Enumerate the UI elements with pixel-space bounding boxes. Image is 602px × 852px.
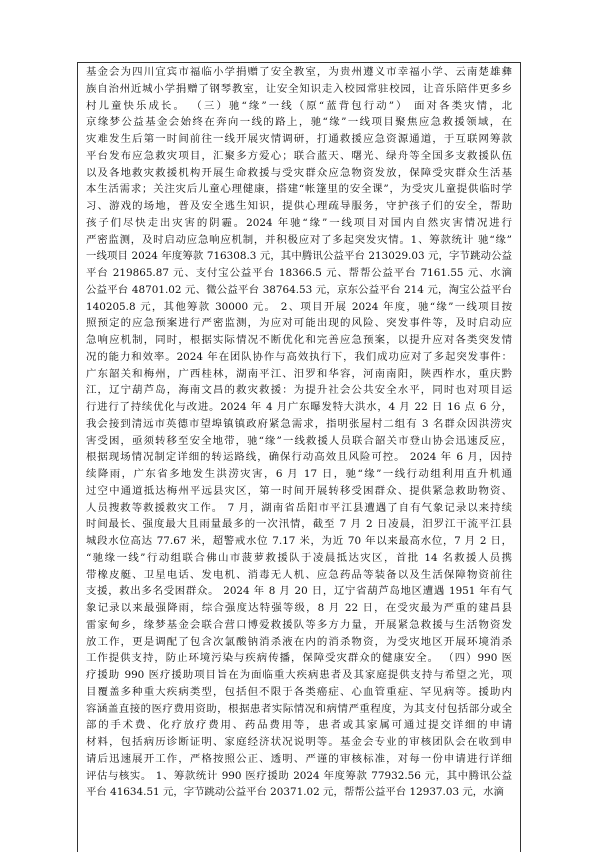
text-line: 过空中通道抵达梅州平远县灾区，第一时间开展转移受困群众、提供紧急救助物资、 [86, 484, 512, 497]
text-line: 雷家甸乡，缘梦基金会联合营口博爱救援队等多方力量，开展紧急救援与生活物资发 [86, 618, 512, 631]
text-line: 一线项目 2024 年度筹款 716308.3 元，其中腾讯公益平台 213029.03 元，字节跳动公益 [86, 250, 512, 263]
text-line: 象记录以来最强降雨，综合强度达特强等级，8 月 22 日，在受灾最为严重的建昌县 [86, 602, 512, 614]
text-line: 族自治州近城小学捐赠了钢琴教室，让安全知识走入校园常驻校园，让音乐陪伴更多乡 [86, 82, 512, 95]
text-line: 急响应机制，同时，根据实际情况不断优化和完善应急预案，以提升应对各类突发情 [86, 334, 512, 346]
text-line: 带橡皮艇、卫星电话、发电机、消毒无人机、应急药品等装备以及生活保障物资前往 [86, 568, 512, 581]
text-line: 村儿童快乐成长。 （三）驰“缘”一线（原“蓝背包行动”） 面对各类灾情，北 [86, 99, 512, 112]
text-line: 人员搜救等救援救灾工作。 7 月，湖南省岳阳市平江县遭遇了自有气象记录以来持续 [86, 501, 512, 514]
text-line: 续降雨，广东省多地发生洪涝灾害，6 月 17 日，驰“缘”一线行动组利用直升机通 [86, 468, 512, 480]
text-line: 本生活需求；关注灾后儿童心理健康，搭建“帐篷里的安全课”，为受灾儿童提供临时学 [86, 183, 512, 196]
text-line: 部的手术费、化疗放疗费用、药品费用等，患者或其家属可通过提交详细的申请 [86, 719, 512, 732]
text-line: 目覆盖多种重大疾病类型，包括但不限于各类癌症、心血管重症、罕见病等。援助内 [86, 685, 512, 698]
text-line: 害受困，亟须转移至安全地带，驰“缘”一线救援人员联合韶关市登山协会迅速反应， [86, 434, 512, 447]
text-line: 疗援助 990 医疗援助项目旨在为面临重大疾病患者及其家庭提供支持与希望之光，项 [86, 669, 512, 681]
text-line: 基金会为四川宜宾市福临小学捐赠了安全教室，为贵州遵义市幸福小学、云南楚雄彝 [86, 66, 512, 78]
text-line: 平台发布应急救灾项目，汇聚多方爱心；联合蓝天、曙光、绿舟等全国多支救援队伍 [86, 149, 512, 162]
text-line: 平台 219865.87 元、支付宝公益平台 18366.5 元、帮帮公益平台 7161.55 元、水滴 [86, 267, 512, 279]
text-line: 灾难发生后第一时间前往一线开展灾情调研，打通救援应急资源通道，于互联网筹款 [86, 133, 512, 145]
text-line: 材料，包括病历诊断证明、家庭经济状况说明等。基金会专业的审核团队会在收到申 [86, 736, 512, 748]
document-body [86, 64, 512, 801]
text-line: 工作提供支持，防止环境污染与疾病传播，保障受灾群众的健康安全。 （四）990 医 [86, 652, 512, 665]
text-line: 行进行了持续优化与改进。2024 年 4 月广东曝发特大洪水，4 月 22 日 16 点 6 分， [86, 401, 512, 413]
text-line: 支援，救出多名受困群众。 2024 年 8 月 20 日，辽宁省葫芦岛地区遭遇 1951 年有气 [86, 585, 512, 598]
text-line: 城段水位高达 77.67 米，超警戒水位 7.17 米，为近 70 年以来最高水位，7 月 2 日， [86, 535, 512, 547]
text-line: “驰缘一线”行动组联合佛山市菠萝救援队于凌晨抵达灾区，首批 14 名救援人员携 [86, 551, 512, 564]
text-line: 我会接到清远市英德市望埠镇镇政府紧急需求，指明张屋村二组有 3 名群众因洪涝灾 [86, 417, 512, 430]
text-line: 广东韶关和梅州，广西桂林，湖南平江、汨罗和华容，河南南阳，陕西柞水，重庆黔 [86, 367, 512, 380]
text-line: 评估与核实。 1、筹款统计 990 医疗援助 2024 年度筹款 77932.56 元，其中腾讯公益 [86, 769, 512, 782]
text-line: 京缘梦公益基金会始终在奔向一线的路上，驰“缘”一线项目聚焦应急救援领域，在 [86, 116, 512, 129]
text-line: 况的能力和效率。2024 年在团队协作与高效执行下，我们成功应对了多起突发事件： [86, 350, 512, 363]
text-line: 平台 41634.51 元，字节跳动公益平台 20371.02 元，帮帮公益平台 12937.03 元，水滴 [86, 786, 504, 799]
text-line: 严密监测，及时启动应急响应机制，并积极应对了多起突发灾情。1、筹款统计 驰“缘” [86, 233, 512, 246]
text-line: 请后迅速展开工作，严格按照公正、透明、严谨的审核标准，对每一份申请进行详细 [86, 752, 512, 765]
text-line: 根据现场情况制定详细的转运路线，确保行动高效且风险可控。 2024 年 6 月，因持 [86, 451, 512, 464]
text-line: 140205.8 元，其他筹款 30000 元。 2、项目开展 2024 年度，驰“缘”一线项目按 [86, 300, 512, 313]
text-line: 放工作，更是调配了包含次氯酸钠消杀液在内的消杀物资，为受灾地区开展环境消杀 [86, 635, 512, 648]
text-line: 以及各地救灾救援机构开展生命救援与受灾群众应急物资发放，保障受灾群众生活基 [86, 166, 512, 179]
text-line: 江，辽宁葫芦岛，海南文昌的救灾救援：为提升社会公共安全水平，同时也对项目运 [86, 384, 512, 397]
text-line: 照预定的应急预案进行严密监测，为应对可能出现的风险、突发事件等，及时启动应 [86, 317, 512, 330]
text-line: 孩子们尽快走出灾害的阴霾。2024 年驰“缘”一线项目对国内自然灾害情况进行 [86, 216, 512, 229]
text-line: 习、游戏的场地，普及安全逃生知识，提供心理疏导服务，守护孩子们的安全，帮助 [86, 200, 512, 212]
text-line: 容涵盖直接的医疗费用资助，根据患者实际情况和病情严重程度，为其支付包括部分或全 [86, 702, 512, 715]
text-line: 时间最长、强度最大且雨量最多的一次汛情，截至 7 月 2 日凌晨，汨罗江干流平江县 [86, 518, 512, 531]
text-line: 公益平台 48701.02 元、微公益平台 38764.53 元，京东公益平台 214 元，淘宝公益平台 [86, 283, 512, 296]
